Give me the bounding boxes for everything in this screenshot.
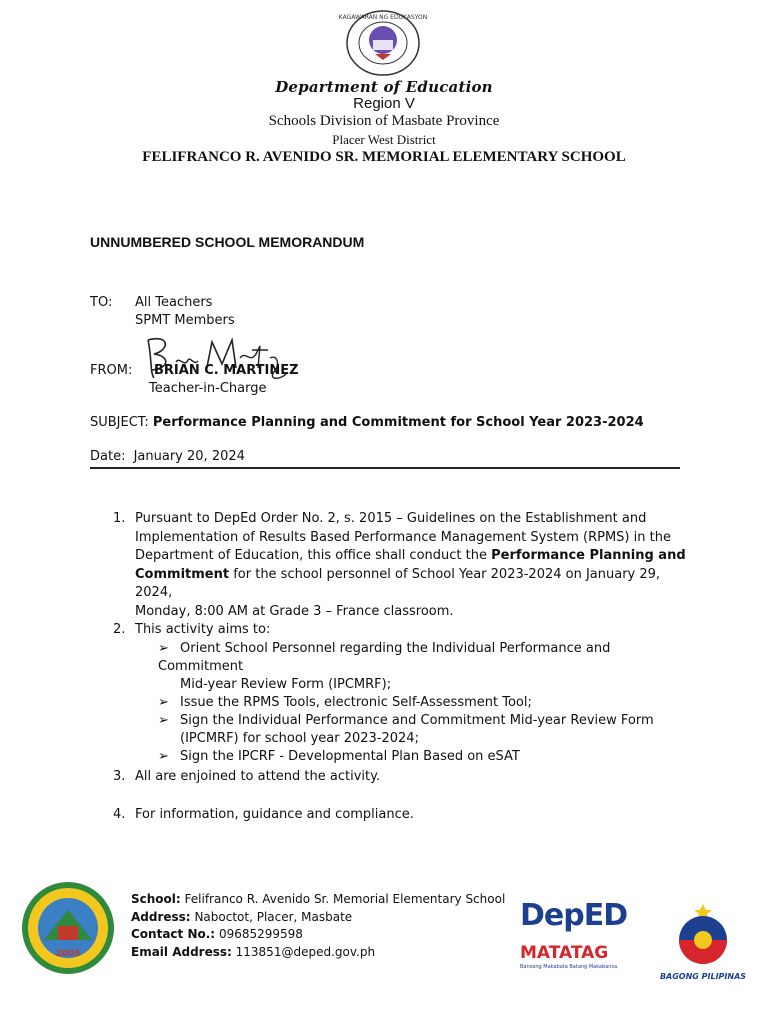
to-line-2: SPMT Members bbox=[135, 313, 235, 328]
bullet-4: ➢ Sign the IPCRF - Developmental Plan Based on eSAT bbox=[158, 749, 520, 764]
footer-address: Address: Naboctot, Placer, Masbate bbox=[131, 909, 353, 924]
bullet-1: ➢ Orient School Personnel regarding the Individual Performance and Commitment bbox=[158, 641, 611, 674]
arrow-bullet-icon: ➢ bbox=[158, 713, 169, 728]
bullet-3: ➢ Sign the Individual Performance and Commitment Mid-year Review Form bbox=[158, 713, 654, 728]
to-label: TO: bbox=[90, 295, 113, 310]
date-value: January 20, 2024 bbox=[133, 449, 245, 464]
item-1-line-4: Commitment for the school personnel of School Year 2023-2024 on January 29, 2024, bbox=[135, 566, 661, 600]
matatag-text: MATATAG bbox=[520, 943, 609, 963]
header-region: Region V bbox=[353, 95, 415, 112]
footer-email: Email Address: 113851@deped.gov.ph bbox=[131, 944, 376, 959]
header-division: Schools Division of Masbate Province bbox=[268, 113, 500, 129]
header-school: FELIFRANCO R. AVENIDO SR. MEMORIAL ELEMENTARY SCHOOL bbox=[142, 149, 626, 165]
item-3-number: 3. bbox=[113, 769, 126, 784]
bullet-2: ➢ Issue the RPMS Tools, electronic Self-Assessment Tool; bbox=[158, 695, 532, 710]
arrow-bullet-icon: ➢ bbox=[158, 641, 169, 656]
date-label: Date: bbox=[90, 449, 126, 464]
from-label: FROM: bbox=[90, 363, 133, 378]
bagong-pilipinas-logo bbox=[650, 902, 756, 986]
to-line-1: All Teachers bbox=[135, 295, 213, 310]
item-1-line-2: Implementation of Results Based Performance Management System (RPMS) in the bbox=[135, 529, 671, 545]
subject-row bbox=[90, 415, 644, 430]
footer-school: School: Felifranco R. Avenido Sr. Memorial Elementary School bbox=[131, 892, 506, 906]
bullet-1-cont: Mid-year Review Form (IPCMRF); bbox=[180, 677, 392, 692]
footer-info bbox=[131, 891, 511, 961]
school-seal-year: 2005 bbox=[55, 949, 81, 959]
item-3-text: All are enjoined to attend the activity. bbox=[135, 769, 381, 784]
item-2-bullets bbox=[158, 640, 698, 766]
header-district: Placer West District bbox=[332, 132, 436, 147]
arrow-bullet-icon: ➢ bbox=[158, 695, 169, 710]
bagong-pilipinas-emblem bbox=[661, 902, 745, 966]
item-2-intro: This activity aims to: bbox=[135, 622, 271, 637]
subject-label: SUBJECT: bbox=[90, 415, 149, 430]
memo-title: UNNUMBERED SCHOOL MEMORANDUM bbox=[90, 234, 365, 250]
item-1-line-1: Pursuant to DepEd Order No. 2, s. 2015 – Guidelines on the Establishment and bbox=[135, 511, 647, 526]
arrow-bullet-icon: ➢ bbox=[158, 749, 169, 764]
svg-text:KAGAWARAN NG EDUKASYON: KAGAWARAN NG EDUKASYON bbox=[338, 14, 428, 21]
school-seal bbox=[20, 880, 116, 976]
matatag-tagline: Bansang Makabata Batang Makabansa bbox=[520, 964, 618, 970]
deped-matatag-logo bbox=[520, 898, 638, 982]
from-position: Teacher-in-Charge bbox=[149, 381, 267, 396]
item-4-number: 4. bbox=[113, 807, 126, 822]
footer-contact: Contact No.: 09685299598 bbox=[131, 927, 303, 941]
deped-logo-text: DepED bbox=[520, 898, 628, 933]
divider bbox=[90, 467, 680, 469]
item-1-number: 1. bbox=[113, 511, 126, 526]
signature bbox=[140, 328, 290, 388]
item-4-text: For information, guidance and compliance. bbox=[135, 807, 414, 822]
subject-text: Performance Planning and Commitment for School Year 2023-2024 bbox=[152, 415, 644, 430]
header-department: Department of Education bbox=[275, 78, 493, 96]
bagong-pilipinas-text: BAGONG PILIPINAS bbox=[659, 972, 747, 981]
item-1-line-3: Department of Education, this office shall conduct the Performance Planning and bbox=[135, 548, 686, 563]
item-1-line-5: Monday, 8:00 AM at Grade 3 – France classroom. bbox=[135, 603, 454, 619]
item-2-number: 2. bbox=[113, 622, 126, 637]
bullet-3-cont: (IPCMRF) for school year 2023-2024; bbox=[180, 731, 419, 746]
date-row bbox=[90, 449, 245, 464]
item-1-text bbox=[135, 510, 695, 621]
deped-seal bbox=[338, 10, 428, 76]
from-name: BRIAN C. MARTINEZ bbox=[154, 363, 299, 378]
